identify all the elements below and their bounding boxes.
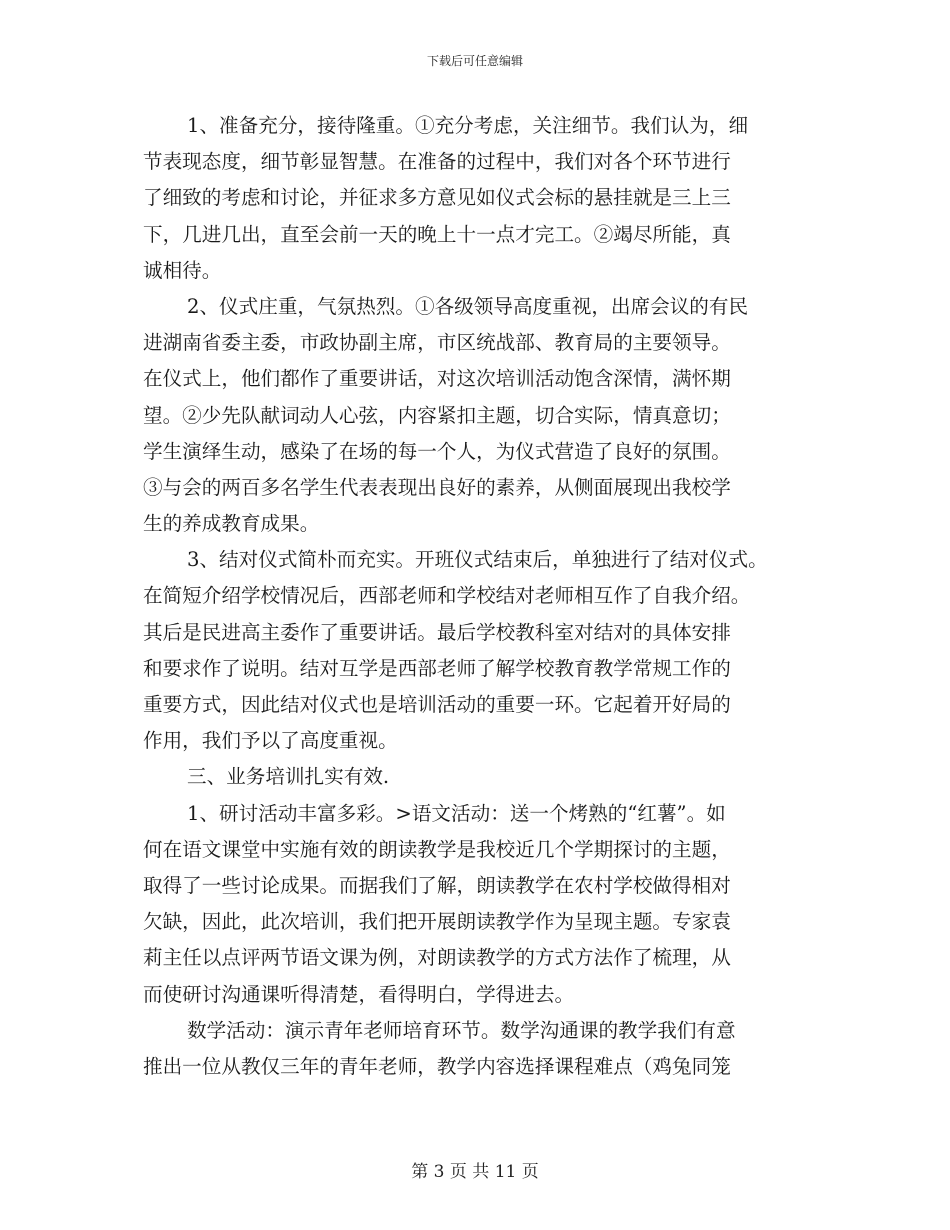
text-line: 1、研讨活动丰富多彩。>语文活动：送一个烤熟的“红薯”。如 — [187, 801, 726, 825]
text-line: 下，几进几出，直至会前一天的晚上十一点才完工。②竭尽所能，真 — [143, 222, 731, 246]
text-line: 节表现态度，细节彰显智慧。在准备的过程中，我们对各个环节进行 — [143, 150, 731, 174]
text-line: ③与会的两百多名学生代表表现出良好的素养，从侧面展现出我校学 — [143, 475, 731, 499]
text-line: 在仪式上，他们都作了重要讲话，对这次培训活动饱含深情，满怀期 — [143, 367, 731, 391]
document-body — [143, 108, 808, 1085]
page-footer: 第 3 页 共 11 页 — [411, 1162, 539, 1182]
section-heading: 三、业务培训扎实有效. — [187, 765, 390, 789]
text-line: 3、结对仪式简朴而充实。开班仪式结束后，单独进行了结对仪式。 — [187, 548, 768, 572]
text-line: 望。②少先队献词动人心弦，内容紧扣主题，切合实际，情真意切； — [143, 403, 731, 427]
text-line: 取得了一些讨论成果。而据我们了解，朗读教学在农村学校做得相对 — [143, 873, 731, 897]
text-line: 1、准备充分，接待隆重。①充分考虑，关注细节。我们认为，细 — [187, 114, 749, 137]
text-line: 推出一位从教仅三年的青年老师，教学内容选择课程难点（鸡兔同笼 — [143, 1054, 731, 1078]
text-line: 而使研讨沟通课听得清楚，看得明白，学得进去。 — [143, 982, 575, 1006]
text-line: 欠缺，因此，此次培训，我们把开展朗读教学作为呈现主题。专家袁 — [143, 910, 731, 934]
text-line: 2、仪式庄重，气氛热烈。①各级领导高度重视，出席会议的有民 — [187, 294, 749, 318]
page-header: 下载后可任意编辑 — [426, 54, 523, 68]
text-line: 和要求作了说明。结对互学是西部老师了解学校教育教学常规工作的 — [143, 656, 731, 680]
text-line: 莉主任以点评两节语文课为例，对朗读教学的方式方法作了梳理，从 — [143, 946, 731, 970]
text-line: 诚相待。 — [143, 258, 222, 282]
text-line: 在简短介绍学校情况后，西部老师和学校结对老师相互作了自我介绍。 — [143, 584, 751, 608]
text-line: 何在语文课堂中实施有效的朗读教学是我校近几个学期探讨的主题， — [143, 837, 731, 861]
text-line: 进湖南省委主委，市政协副主席，市区统战部、教育局的主要领导。 — [143, 331, 731, 355]
text-line: 生的养成教育成果。 — [143, 512, 320, 536]
text-line: 了细致的考虑和讨论，并征求多方意见如仪式会标的悬挂就是三上三 — [143, 186, 731, 210]
text-line: 作用，我们予以了高度重视。 — [143, 729, 398, 753]
text-line: 学生演绎生动，感染了在场的每一个人，为仪式营造了良好的氛围。 — [143, 439, 731, 463]
text-line: 重要方式，因此结对仪式也是培训活动的重要一环。它起着开好局的 — [143, 693, 731, 716]
text-line: 其后是民进高主委作了重要讲话。最后学校教科室对结对的具体安排 — [143, 620, 731, 644]
text-line: 数学活动：演示青年老师培育环节。数学沟通课的教学我们有意 — [187, 1018, 736, 1042]
